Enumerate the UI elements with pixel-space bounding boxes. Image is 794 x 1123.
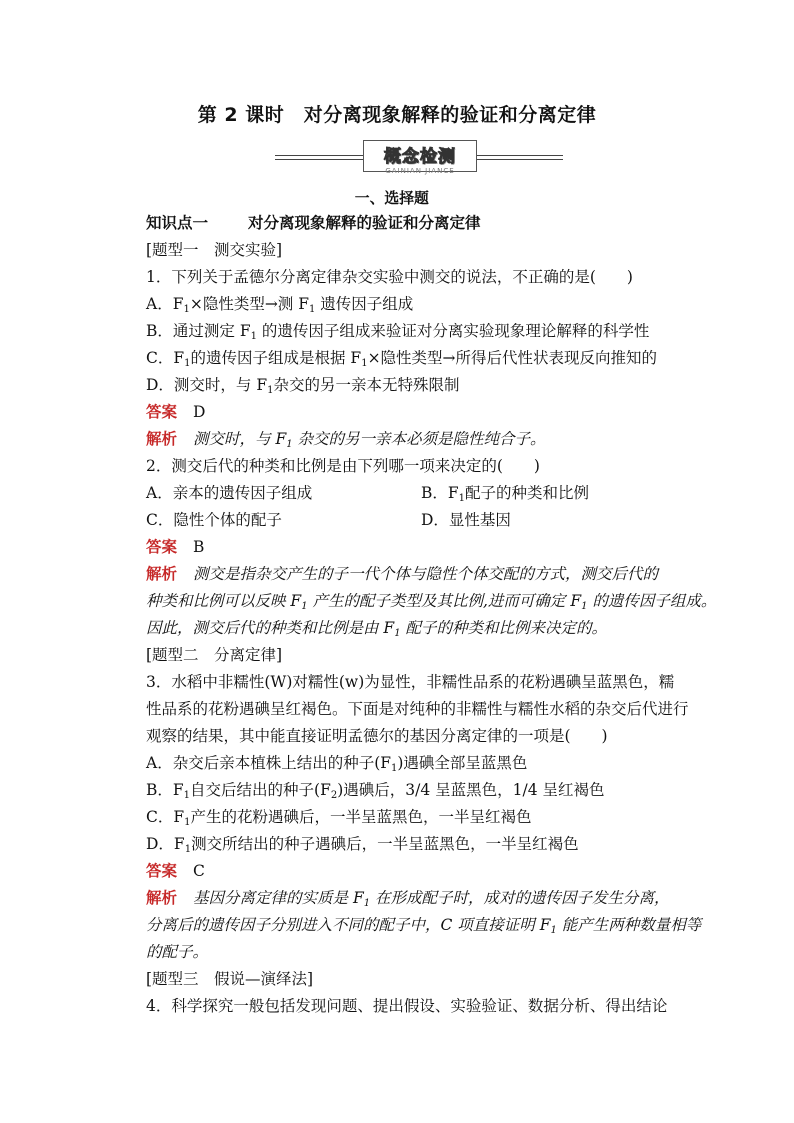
q1-option-d: D．测交时，与 $F_1$杂交的另一亲本无特殊限制 [146,376,460,396]
q2-stem: 2．测交后代的种类和比例是由下列哪一项来决定的( ) [146,457,540,475]
q3-analysis-line3: 的配子。 [146,943,209,961]
knowledge-point: 知识点一 对分离现象解释的验证和分离定律 [146,214,481,232]
q1-option-b: B．通过测定 $F_1$ 的遗传因子组成来验证对分离实验现象理论解释的科学性 [146,322,650,342]
q2-option-b: B．$F_1$配子的种类和比例 [421,484,590,504]
banner-pinyin: GAINIAN JIANCE [385,167,455,175]
q2-option-d: D．显性基因 [421,511,511,529]
q1-option-c: C．$F_1$的遗传因子组成是根据 $F_1\times$隐性类型→所得后代性状表现反向推知的 [146,349,658,369]
q3-analysis-line2: 分离后的遗传因子分别进入不同的配子中，C 项直接证明 $F_1$ 能产生两种数量相等 [146,916,702,936]
q2-option-a: A．亲本的遗传因子组成 [146,484,313,502]
q3-stem-line2: 性品系的花粉遇碘呈红褐色。下面是对纯种的非糯性与糯性水稻的杂交后代进行 [146,700,689,718]
q3-analysis-line1: 解析 基因分离定律的实质是 $F_1$ 在形成配子时，成对的遗传因子发生分离， [146,889,670,909]
section-heading: 一、选择题 [354,189,429,207]
q2-analysis-line2: 种类和比例可以反映 $F_1$ 产生的配子类型及其比例,进而可确定 $F_1$ 的遗传因子组成。 [146,592,717,612]
type1-heading: [题型一 测交实验] [146,241,283,259]
page-title: 第 2 课时 对分离现象解释的验证和分离定律 [197,104,597,126]
q2-analysis-line1: 解析 测交是指杂交产生的子一代个体与隐性个体交配的方式，测交后代的 [146,565,659,583]
q3-answer: 答案 C [146,862,205,880]
q1-answer: 答案 D [146,403,206,421]
q2-answer: 答案 B [146,538,205,556]
q3-option-b: B．$F_1$自交后结出的种子$(F_2)$遇碘后，3/4 呈蓝黑色，1/4 呈红褐色 [146,781,605,801]
q3-stem-line1: 3．水稻中非糯性(W)对糯性(w)为显性，非糯性品系的花粉遇碘呈蓝黑色，糯 [146,673,675,691]
q2-option-c: C．隐性个体的配子 [146,511,282,529]
type3-heading: [题型三 假说—演绎法] [146,970,314,988]
q3-option-a: A．杂交后亲本植株上结出的种子$(F_1)$遇碘全部呈蓝黑色 [146,754,528,774]
q4-stem: 4．科学探究一般包括发现问题、提出假设、实验验证、数据分析、得出结论 [146,997,668,1015]
q1-option-a: A．$F_1\times$隐性类型→测 $F_1$ 遗传因子组成 [146,295,414,315]
q2-analysis-line3: 因此，测交后代的种类和比例是由 $F_1$ 配子的种类和比例来决定的。 [146,619,607,639]
q1-analysis: 解析 测交时，与 $F_1$ 杂交的另一亲本必须是隐性纯合子。 [146,430,546,450]
q3-stem-line3: 观察的结果，其中能直接证明孟德尔的基因分离定律的一项是( ) [146,727,608,745]
concept-check-banner [275,140,563,175]
q1-stem: 1．下列关于孟德尔分离定律杂交实验中测交的说法，不正确的是( ) [146,268,633,286]
type2-heading: [题型二 分离定律] [146,646,283,664]
banner-label: 概念检测 [384,147,456,167]
q3-option-d: D．$F_1$测交所结出的种子遇碘后，一半呈蓝黑色，一半呈红褐色 [146,835,579,855]
q3-option-c: C．$F_1$产生的花粉遇碘后，一半呈蓝黑色，一半呈红褐色 [146,808,532,828]
